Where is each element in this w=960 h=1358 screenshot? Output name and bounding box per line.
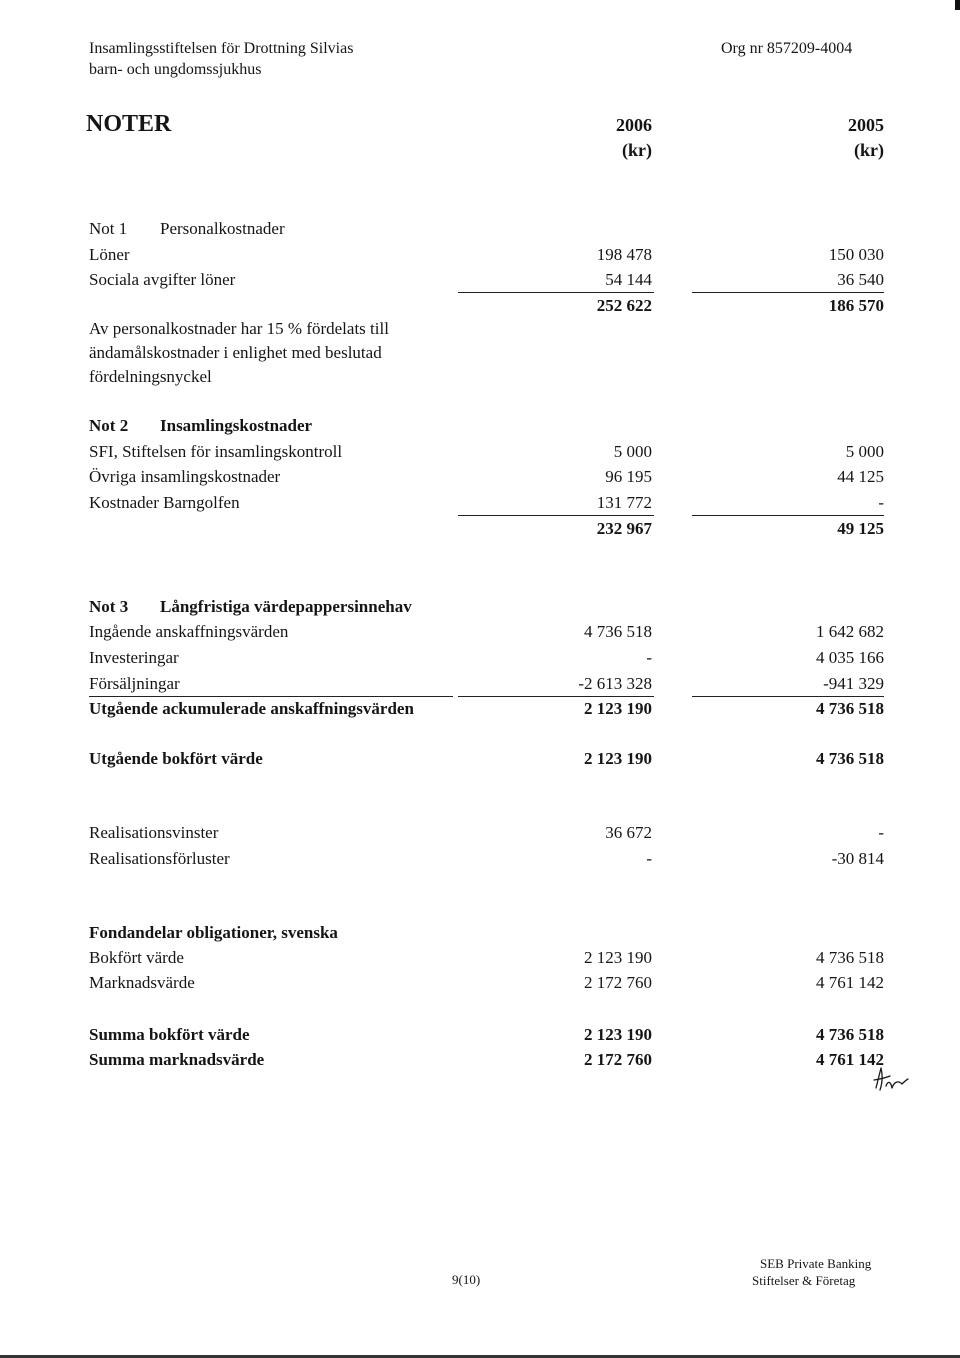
total-2005: 49 125 [837, 519, 884, 538]
row-label: Löner [89, 245, 130, 264]
note-title: Insamlingskostnader [160, 416, 313, 435]
bank-name-line2: Stiftelser & Företag [752, 1273, 856, 1288]
value-2005: 4 761 142 [816, 973, 884, 992]
total-2006: 2 123 190 [584, 699, 652, 718]
scan-edge-mark [955, 0, 960, 10]
value-2006: 198 478 [596, 245, 652, 264]
org-number: Org nr 857209-4004 [721, 40, 853, 57]
note-title: Personalkostnader [160, 219, 285, 238]
value-2005: 5 000 [845, 442, 884, 461]
row-label: SFI, Stiftelsen för insamlingskontroll [89, 442, 343, 461]
value-2006: -2 613 328 [578, 674, 652, 693]
value-2005: -30 814 [831, 849, 884, 868]
column-header-2006: 2006 [616, 115, 652, 135]
sum-2005: 4 761 142 [816, 1050, 884, 1069]
value-2006: - [646, 648, 652, 667]
page-title: NOTER [86, 111, 172, 137]
row-label: Ingående anskaffningsvärden [89, 622, 289, 641]
row-label: Investeringar [89, 648, 179, 667]
note-text-line: ändamålskostnader i enlighet med beslutad [89, 343, 382, 362]
fund-heading: Fondandelar obligationer, svenska [89, 923, 338, 942]
total-label: Utgående ackumulerade anskaffningsvärden [89, 699, 414, 718]
book-value-label: Utgående bokfört värde [89, 749, 263, 768]
bank-name-line1: SEB Private Banking [760, 1256, 872, 1271]
total-2006: 232 967 [596, 519, 652, 538]
sum-2006: 2 172 760 [584, 1050, 652, 1069]
value-2006: - [646, 849, 652, 868]
sum-rule-2005 [692, 292, 884, 293]
column-unit-2005: (kr) [854, 140, 884, 160]
sum-rule-2006 [458, 696, 654, 697]
book-value-2005: 4 736 518 [816, 749, 884, 768]
value-2006: 96 195 [605, 467, 652, 486]
value-2005: 150 030 [828, 245, 884, 264]
row-label: Kostnader Barngolfen [89, 493, 240, 512]
sum-2005: 4 736 518 [816, 1025, 884, 1044]
total-2005: 4 736 518 [816, 699, 884, 718]
note-text-line: fördelningsnyckel [89, 367, 212, 386]
value-2006: 54 144 [605, 270, 652, 289]
value-2006: 2 123 190 [584, 948, 652, 967]
column-header-2005: 2005 [848, 115, 884, 135]
note-label: Not 2 [89, 416, 129, 435]
row-label: Realisationsvinster [89, 823, 219, 842]
value-2005: 4 035 166 [816, 648, 884, 667]
row-label: Bokfört värde [89, 948, 184, 967]
value-2006: 4 736 518 [584, 622, 652, 641]
row-label: Marknadsvärde [89, 973, 195, 992]
sum-rule-2005 [692, 515, 884, 516]
value-2006: 131 772 [596, 493, 652, 512]
page-number: 9(10) [452, 1272, 481, 1287]
row-label: Övriga insamlingskostnader [89, 467, 281, 486]
value-2005: 44 125 [837, 467, 884, 486]
value-2005: 1 642 682 [816, 622, 884, 641]
sum-rule-2006 [458, 515, 654, 516]
sum-label: Summa marknadsvärde [89, 1050, 265, 1069]
value-2005: 36 540 [837, 270, 884, 289]
row-label: Försäljningar [89, 674, 180, 693]
org-name-line1: Insamlingsstiftelsen för Drottning Silvias [89, 40, 354, 57]
value-2005: - [878, 823, 884, 842]
book-value-2006: 2 123 190 [584, 749, 652, 768]
sum-2006: 2 123 190 [584, 1025, 652, 1044]
column-unit-2006: (kr) [622, 140, 652, 160]
org-name-line2: barn- och ungdomssjukhus [89, 61, 262, 78]
row-label: Sociala avgifter löner [89, 270, 236, 289]
value-2005: 4 736 518 [816, 948, 884, 967]
note-title: Långfristiga värdepappersinnehav [160, 597, 412, 616]
value-2005: -941 329 [823, 674, 884, 693]
value-2006: 36 672 [605, 823, 652, 842]
sum-rule-2006 [458, 292, 654, 293]
row-label: Realisationsförluster [89, 849, 230, 868]
note-text-line: Av personalkostnader har 15 % fördelats till [89, 319, 389, 338]
initials-signature [868, 1062, 912, 1096]
total-2006: 252 622 [596, 296, 652, 315]
total-2005: 186 570 [828, 296, 884, 315]
sum-rule-label [89, 696, 453, 697]
sum-rule-2005 [692, 696, 884, 697]
note-label: Not 3 [89, 597, 129, 616]
value-2006: 5 000 [613, 442, 652, 461]
sum-label: Summa bokfört värde [89, 1025, 250, 1044]
value-2005: - [878, 493, 884, 512]
note-label: Not 1 [89, 219, 128, 238]
value-2006: 2 172 760 [584, 973, 652, 992]
